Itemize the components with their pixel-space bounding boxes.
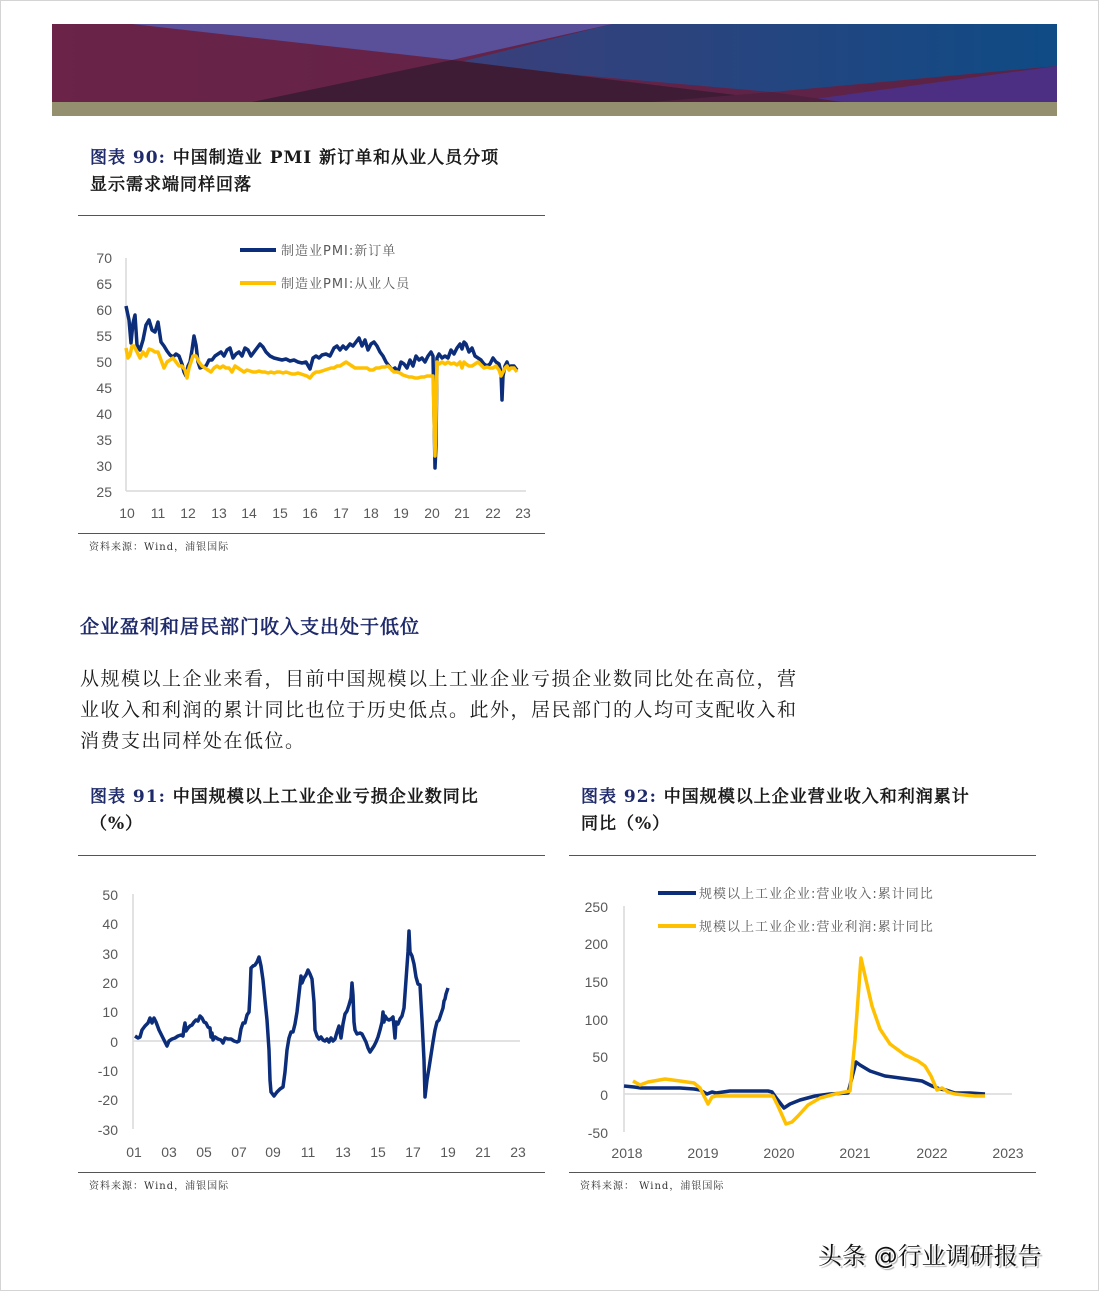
svg-text:70: 70 xyxy=(96,250,112,266)
svg-text:13: 13 xyxy=(211,505,227,521)
figure-92-legend xyxy=(658,886,934,935)
svg-text:14: 14 xyxy=(241,505,257,521)
svg-text:21: 21 xyxy=(454,505,470,521)
banner-strip xyxy=(52,102,1057,116)
watermark-text: 头条 @行业调研报告 xyxy=(818,1242,1042,1270)
svg-text:11: 11 xyxy=(150,505,166,521)
series-loss-making-firms-line xyxy=(135,931,448,1097)
svg-text:50: 50 xyxy=(102,887,118,903)
figure-91-source: 资料来源：Wind，浦银国际 xyxy=(89,1181,230,1192)
figure-90-top-rule xyxy=(78,215,545,216)
svg-text:13: 13 xyxy=(335,1144,351,1160)
figure-91-title-line1: 中国规模以上工业企业亏损企业数同比 xyxy=(172,787,479,807)
svg-text:-10: -10 xyxy=(97,1063,118,1079)
svg-text:05: 05 xyxy=(196,1144,212,1160)
svg-text:20: 20 xyxy=(102,975,118,991)
svg-text:23: 23 xyxy=(510,1144,526,1160)
section-paragraph: 从规模以上企业来看，目前中国规模以上工业企业亏损企业数同比处在高位，营业收入和利润的累计同比也位于历史低点。此外，居民部门的人均可支配收入和消费支出同样处在低位。 xyxy=(80,668,798,752)
svg-text:01: 01 xyxy=(126,1144,142,1160)
svg-text:-30: -30 xyxy=(97,1122,118,1138)
figure-92-number: 图表 92: xyxy=(581,787,657,807)
series-revenue-line xyxy=(624,1062,985,1108)
svg-text:200: 200 xyxy=(584,936,608,952)
svg-text:22: 22 xyxy=(485,505,501,521)
figure-92-title-line2: 同比（%） xyxy=(581,814,671,834)
figure-91-title-line2: （%） xyxy=(90,814,144,834)
svg-text:15: 15 xyxy=(272,505,288,521)
svg-text:07: 07 xyxy=(231,1144,247,1160)
figure-91-title xyxy=(90,784,550,838)
svg-text:-50: -50 xyxy=(587,1125,608,1141)
svg-text:35: 35 xyxy=(96,432,112,448)
figure-91-bottom-rule xyxy=(78,1172,545,1173)
svg-text:250: 250 xyxy=(584,899,608,915)
svg-text:2019: 2019 xyxy=(687,1145,719,1161)
svg-text:150: 150 xyxy=(584,974,608,990)
svg-text:50: 50 xyxy=(592,1049,608,1065)
figure-92-chart xyxy=(569,870,1039,1172)
svg-text:40: 40 xyxy=(102,916,118,932)
figure-90-title-line2: 显示需求端同样回落 xyxy=(90,175,252,195)
y-tick-labels xyxy=(96,250,112,500)
svg-text:19: 19 xyxy=(393,505,409,521)
legend-label-new-orders: 制造业PMI:新订单 xyxy=(281,244,397,259)
figure-90-chart xyxy=(78,225,548,530)
figure-90-legend xyxy=(240,243,410,292)
svg-text:16: 16 xyxy=(302,505,318,521)
svg-text:11: 11 xyxy=(300,1144,316,1160)
svg-text:100: 100 xyxy=(584,1012,608,1028)
svg-text:45: 45 xyxy=(96,380,112,396)
svg-text:55: 55 xyxy=(96,328,112,344)
x-tick-labels xyxy=(126,1144,526,1160)
figure-92-top-rule xyxy=(569,855,1036,856)
svg-text:2018: 2018 xyxy=(611,1145,643,1161)
figure-90-title xyxy=(90,145,550,199)
svg-text:30: 30 xyxy=(102,946,118,962)
svg-text:17: 17 xyxy=(405,1144,421,1160)
svg-text:19: 19 xyxy=(440,1144,456,1160)
svg-text:03: 03 xyxy=(161,1144,177,1160)
figure-90-bottom-rule xyxy=(78,533,545,534)
svg-text:50: 50 xyxy=(96,354,112,370)
svg-text:12: 12 xyxy=(180,505,196,521)
svg-text:10: 10 xyxy=(102,1004,118,1020)
svg-text:20: 20 xyxy=(424,505,440,521)
header-banner xyxy=(52,24,1057,102)
figure-91-number: 图表 91: xyxy=(90,787,166,807)
figure-92-bottom-rule xyxy=(569,1172,1036,1173)
svg-text:09: 09 xyxy=(265,1144,281,1160)
svg-text:-20: -20 xyxy=(97,1092,118,1108)
svg-text:21: 21 xyxy=(475,1144,491,1160)
figure-92-title xyxy=(581,784,1041,838)
series-new-orders-line xyxy=(126,306,517,468)
svg-text:0: 0 xyxy=(110,1034,118,1050)
svg-text:17: 17 xyxy=(333,505,349,521)
svg-text:65: 65 xyxy=(96,276,112,292)
legend-label-profit: 规模以上工业企业:营业利润:累计同比 xyxy=(699,920,934,935)
figure-90-number: 图表 90: xyxy=(90,148,166,168)
svg-text:2023: 2023 xyxy=(992,1145,1024,1161)
figure-92-source: 资料来源： Wind，浦银国际 xyxy=(580,1181,725,1192)
figure-91-chart xyxy=(78,870,548,1172)
svg-text:18: 18 xyxy=(363,505,379,521)
svg-text:30: 30 xyxy=(96,458,112,474)
figure-90-source: 资料来源：Wind，浦银国际 xyxy=(89,542,230,553)
svg-text:40: 40 xyxy=(96,406,112,422)
figure-92-title-line1: 中国规模以上企业营业收入和利润累计 xyxy=(663,787,970,807)
section-heading: 企业盈利和居民部门收入支出处于低位 xyxy=(80,616,421,638)
figure-91-top-rule xyxy=(78,855,545,856)
svg-text:2021: 2021 xyxy=(839,1145,871,1161)
x-tick-labels xyxy=(119,505,531,521)
svg-text:2022: 2022 xyxy=(916,1145,948,1161)
svg-text:23: 23 xyxy=(515,505,531,521)
series-employment-line xyxy=(126,346,517,456)
svg-text:2020: 2020 xyxy=(763,1145,795,1161)
svg-text:15: 15 xyxy=(370,1144,386,1160)
figure-90-title-line1: 中国制造业 PMI 新订单和从业人员分项 xyxy=(172,148,500,168)
svg-text:10: 10 xyxy=(119,505,135,521)
legend-label-employment: 制造业PMI:从业人员 xyxy=(281,277,411,292)
x-tick-labels xyxy=(611,1145,1023,1161)
banner-graphic xyxy=(52,24,1057,102)
svg-text:0: 0 xyxy=(600,1087,608,1103)
legend-label-revenue: 规模以上工业企业:营业收入:累计同比 xyxy=(699,887,934,902)
y-tick-labels xyxy=(585,899,609,1141)
svg-text:25: 25 xyxy=(96,484,112,500)
svg-text:60: 60 xyxy=(96,302,112,318)
y-tick-labels xyxy=(98,887,118,1138)
